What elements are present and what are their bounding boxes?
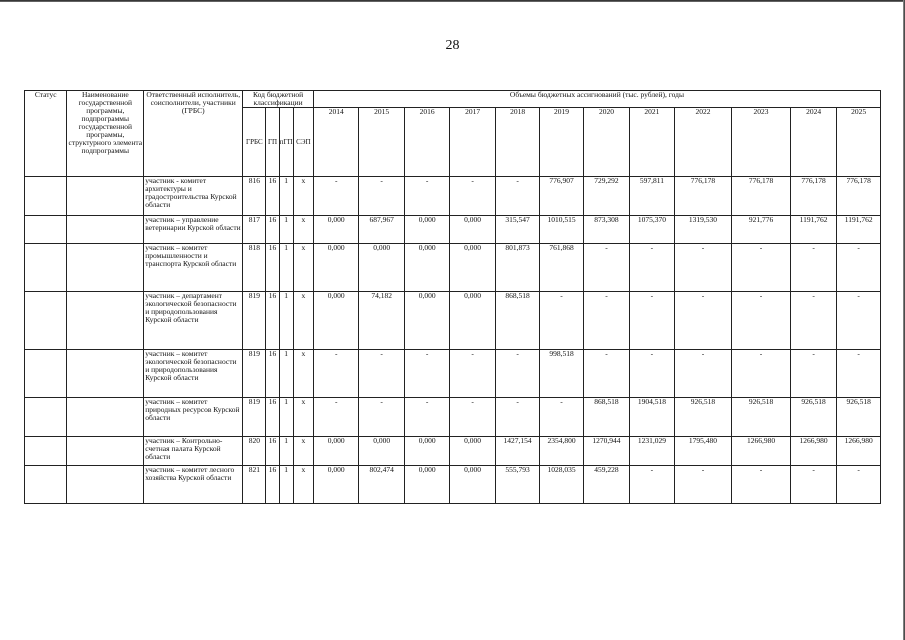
code-sep-cell: х <box>293 177 313 216</box>
value-cell-2021: - <box>630 292 674 350</box>
executor-cell: участник - комитет архитектуры и градостроительства Курской области <box>144 177 243 216</box>
code-grbs-cell: 819 <box>243 398 266 437</box>
executor-cell: участник – комитет экологической безопасности и природопользования Курской области <box>144 350 243 398</box>
header-code-sep: СЭП <box>293 108 313 177</box>
status-cell <box>25 350 67 398</box>
value-cell-2024: 1191,762 <box>790 216 836 244</box>
value-cell-2021: 1075,370 <box>630 216 674 244</box>
code-pgp-cell: 1 <box>279 437 293 466</box>
header-year: 2020 <box>583 108 629 177</box>
value-cell-2016: - <box>404 350 449 398</box>
table-row <box>25 177 881 216</box>
value-cell-2019: 776,907 <box>540 177 583 216</box>
value-cell-2014: 0,000 <box>313 216 358 244</box>
value-cell-2019: 761,868 <box>540 244 583 292</box>
executor-cell: участник – комитет промышленности и транспорта Курской области <box>144 244 243 292</box>
header-budget-code: Код бюджетной классификации <box>243 91 314 108</box>
header-code-grbs: ГРБС <box>243 108 266 177</box>
code-pgp-cell: 1 <box>279 216 293 244</box>
value-cell-2024: - <box>790 466 836 504</box>
value-cell-2024: - <box>790 350 836 398</box>
program-name-cell <box>67 466 144 504</box>
value-cell-2015: - <box>359 177 404 216</box>
value-cell-2020: - <box>583 244 629 292</box>
table-row <box>25 216 881 244</box>
value-cell-2018: - <box>495 350 539 398</box>
value-cell-2023: 921,776 <box>732 216 791 244</box>
value-cell-2014: 0,000 <box>313 292 358 350</box>
value-cell-2016: 0,000 <box>404 216 449 244</box>
table-row <box>25 437 881 466</box>
value-cell-2025: 1266,980 <box>837 437 881 466</box>
header-program-name: Наименование государственной программы, подпрограммы государственной программы, структурного элемента подпрограммы <box>67 91 144 177</box>
code-grbs-cell: 818 <box>243 244 266 292</box>
status-cell <box>25 177 67 216</box>
value-cell-2014: 0,000 <box>313 244 358 292</box>
code-gp-cell: 16 <box>266 244 279 292</box>
program-name-cell <box>67 216 144 244</box>
value-cell-2022: 926,518 <box>674 398 732 437</box>
executor-cell: участник – управление ветеринарии Курской области <box>144 216 243 244</box>
executor-cell: участник – департамент экологической безопасности и природопользования Курской области <box>144 292 243 350</box>
value-cell-2017: - <box>450 177 495 216</box>
value-cell-2018: 868,518 <box>495 292 539 350</box>
value-cell-2017: 0,000 <box>450 437 495 466</box>
value-cell-2025: - <box>837 466 881 504</box>
value-cell-2019: 2354,800 <box>540 437 583 466</box>
value-cell-2020: 1270,944 <box>583 437 629 466</box>
header-year: 2014 <box>313 108 358 177</box>
value-cell-2022: - <box>674 292 732 350</box>
code-sep-cell: х <box>293 466 313 504</box>
program-name-cell <box>67 177 144 216</box>
header-year: 2019 <box>540 108 583 177</box>
code-pgp-cell: 1 <box>279 398 293 437</box>
value-cell-2021: 1231,029 <box>630 437 674 466</box>
header-year: 2015 <box>359 108 404 177</box>
value-cell-2022: - <box>674 350 732 398</box>
code-gp-cell: 16 <box>266 177 279 216</box>
value-cell-2025: - <box>837 350 881 398</box>
status-cell <box>25 244 67 292</box>
value-cell-2021: 597,811 <box>630 177 674 216</box>
budget-table <box>24 90 881 504</box>
value-cell-2014: 0,000 <box>313 466 358 504</box>
code-sep-cell: х <box>293 437 313 466</box>
code-pgp-cell: 1 <box>279 177 293 216</box>
scan-edge-top <box>0 0 905 2</box>
value-cell-2020: 729,292 <box>583 177 629 216</box>
value-cell-2023: - <box>732 244 791 292</box>
value-cell-2023: 776,178 <box>732 177 791 216</box>
value-cell-2015: - <box>359 350 404 398</box>
value-cell-2015: 0,000 <box>359 437 404 466</box>
value-cell-2014: - <box>313 350 358 398</box>
value-cell-2025: 1191,762 <box>837 216 881 244</box>
value-cell-2015: 687,967 <box>359 216 404 244</box>
value-cell-2025: - <box>837 292 881 350</box>
header-year: 2016 <box>404 108 449 177</box>
value-cell-2016: 0,000 <box>404 437 449 466</box>
value-cell-2022: 1795,480 <box>674 437 732 466</box>
value-cell-2022: - <box>674 244 732 292</box>
value-cell-2018: 315,547 <box>495 216 539 244</box>
value-cell-2022: - <box>674 466 732 504</box>
value-cell-2016: 0,000 <box>404 244 449 292</box>
header-year: 2018 <box>495 108 539 177</box>
value-cell-2020: - <box>583 292 629 350</box>
code-pgp-cell: 1 <box>279 292 293 350</box>
program-name-cell <box>67 244 144 292</box>
value-cell-2017: 0,000 <box>450 216 495 244</box>
value-cell-2019: 1010,515 <box>540 216 583 244</box>
program-name-cell <box>67 437 144 466</box>
value-cell-2023: 1266,980 <box>732 437 791 466</box>
code-grbs-cell: 817 <box>243 216 266 244</box>
page-number: 28 <box>445 38 460 53</box>
header-year: 2024 <box>790 108 836 177</box>
value-cell-2024: - <box>790 292 836 350</box>
header-volumes: Объемы бюджетных ассигнований (тыс. рублей), годы <box>313 91 880 108</box>
value-cell-2018: 555,793 <box>495 466 539 504</box>
status-cell <box>25 437 67 466</box>
table-row <box>25 244 881 292</box>
code-grbs-cell: 816 <box>243 177 266 216</box>
value-cell-2018: - <box>495 177 539 216</box>
header-status: Статус <box>25 91 67 177</box>
table-body <box>25 177 881 504</box>
value-cell-2017: 0,000 <box>450 466 495 504</box>
value-cell-2016: 0,000 <box>404 292 449 350</box>
status-cell <box>25 292 67 350</box>
executor-cell: участник – комитет лесного хозяйства Курской области <box>144 466 243 504</box>
code-grbs-cell: 821 <box>243 466 266 504</box>
status-cell <box>25 466 67 504</box>
value-cell-2019: - <box>540 398 583 437</box>
value-cell-2024: 776,178 <box>790 177 836 216</box>
table-row <box>25 350 881 398</box>
value-cell-2016: - <box>404 177 449 216</box>
header-year: 2017 <box>450 108 495 177</box>
code-grbs-cell: 820 <box>243 437 266 466</box>
program-name-cell <box>67 350 144 398</box>
value-cell-2014: - <box>313 398 358 437</box>
value-cell-2025: - <box>837 244 881 292</box>
value-cell-2024: - <box>790 244 836 292</box>
value-cell-2019: 1028,035 <box>540 466 583 504</box>
value-cell-2024: 926,518 <box>790 398 836 437</box>
value-cell-2014: - <box>313 177 358 216</box>
value-cell-2022: 776,178 <box>674 177 732 216</box>
value-cell-2023: 926,518 <box>732 398 791 437</box>
code-gp-cell: 16 <box>266 350 279 398</box>
value-cell-2016: 0,000 <box>404 466 449 504</box>
code-pgp-cell: 1 <box>279 466 293 504</box>
value-cell-2015: 74,182 <box>359 292 404 350</box>
value-cell-2018: - <box>495 398 539 437</box>
value-cell-2017: 0,000 <box>450 292 495 350</box>
table-row <box>25 398 881 437</box>
value-cell-2015: - <box>359 398 404 437</box>
code-sep-cell: х <box>293 350 313 398</box>
header-code-gp: ГП <box>266 108 279 177</box>
value-cell-2020: 873,308 <box>583 216 629 244</box>
header-year: 2023 <box>732 108 791 177</box>
code-gp-cell: 16 <box>266 437 279 466</box>
header-code-pgp: пГП <box>279 108 293 177</box>
status-cell <box>25 398 67 437</box>
value-cell-2025: 776,178 <box>837 177 881 216</box>
code-sep-cell: х <box>293 398 313 437</box>
value-cell-2025: 926,518 <box>837 398 881 437</box>
value-cell-2023: - <box>732 466 791 504</box>
code-sep-cell: х <box>293 244 313 292</box>
code-pgp-cell: 1 <box>279 350 293 398</box>
value-cell-2020: 868,518 <box>583 398 629 437</box>
code-pgp-cell: 1 <box>279 244 293 292</box>
program-name-cell <box>67 292 144 350</box>
value-cell-2021: - <box>630 350 674 398</box>
value-cell-2021: 1904,518 <box>630 398 674 437</box>
value-cell-2015: 0,000 <box>359 244 404 292</box>
code-gp-cell: 16 <box>266 466 279 504</box>
value-cell-2021: - <box>630 466 674 504</box>
value-cell-2021: - <box>630 244 674 292</box>
header-year: 2022 <box>674 108 732 177</box>
value-cell-2017: - <box>450 350 495 398</box>
value-cell-2017: 0,000 <box>450 244 495 292</box>
program-name-cell <box>67 398 144 437</box>
value-cell-2022: 1319,530 <box>674 216 732 244</box>
value-cell-2020: 459,228 <box>583 466 629 504</box>
value-cell-2017: - <box>450 398 495 437</box>
code-sep-cell: х <box>293 292 313 350</box>
value-cell-2018: 1427,154 <box>495 437 539 466</box>
value-cell-2018: 801,873 <box>495 244 539 292</box>
executor-cell: участник – комитет природных ресурсов Курской области <box>144 398 243 437</box>
value-cell-2014: 0,000 <box>313 437 358 466</box>
value-cell-2016: - <box>404 398 449 437</box>
code-grbs-cell: 819 <box>243 292 266 350</box>
value-cell-2019: 998,518 <box>540 350 583 398</box>
code-sep-cell: х <box>293 216 313 244</box>
table-row <box>25 466 881 504</box>
code-gp-cell: 16 <box>266 398 279 437</box>
value-cell-2019: - <box>540 292 583 350</box>
executor-cell: участник – Контрольно-счетная палата Курской области <box>144 437 243 466</box>
value-cell-2023: - <box>732 292 791 350</box>
header-year: 2025 <box>837 108 881 177</box>
code-gp-cell: 16 <box>266 292 279 350</box>
header-executor: Ответственный исполнитель, соисполнители, участники (ГРБС) <box>144 91 243 177</box>
value-cell-2015: 802,474 <box>359 466 404 504</box>
table-row <box>25 292 881 350</box>
code-gp-cell: 16 <box>266 216 279 244</box>
header-year: 2021 <box>630 108 674 177</box>
value-cell-2020: - <box>583 350 629 398</box>
status-cell <box>25 216 67 244</box>
code-grbs-cell: 819 <box>243 350 266 398</box>
value-cell-2024: 1266,980 <box>790 437 836 466</box>
value-cell-2023: - <box>732 350 791 398</box>
